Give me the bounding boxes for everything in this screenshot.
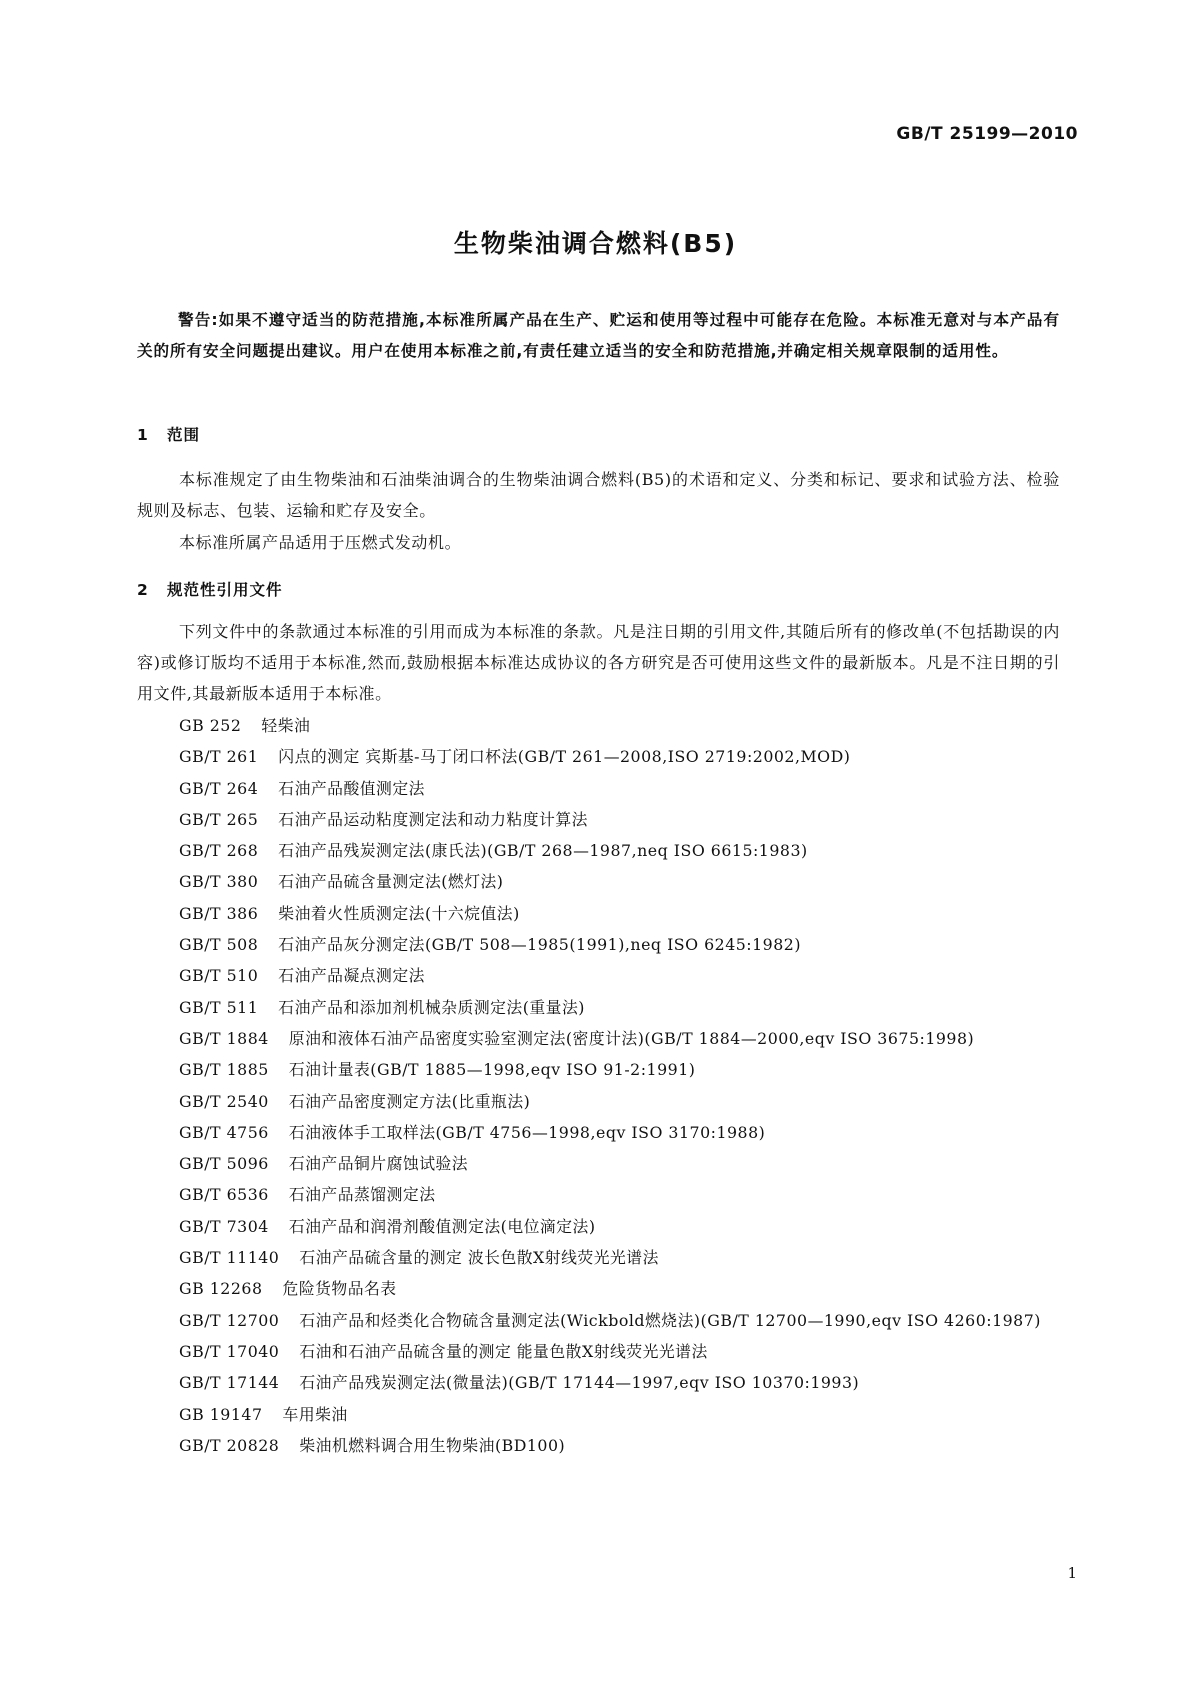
reference-item [137, 1054, 1060, 1085]
section-2-heading [137, 578, 283, 600]
reference-title: 石油产品密度测定方法(比重瓶法) [288, 1091, 531, 1111]
page-number: 1 [1067, 1564, 1077, 1582]
reference-code: GB/T 17040 [179, 1341, 280, 1361]
reference-code: GB 12268 [179, 1279, 263, 1299]
standard-code: GB/T 25199—2010 [896, 124, 1078, 144]
reference-title: 石油产品灰分测定法(GB/T 508—1985(1991),neq ISO 6245:1982) [278, 935, 801, 955]
section-1-number: 1 [137, 426, 149, 444]
reference-code: GB/T 510 [179, 966, 259, 986]
reference-item [137, 1117, 1060, 1148]
reference-title: 车用柴油 [282, 1404, 348, 1424]
reference-title: 石油产品凝点测定法 [278, 966, 425, 986]
reference-title: 石油产品和润滑剂酸值测定法(电位滴定法) [288, 1216, 596, 1236]
reference-code: GB/T 511 [179, 997, 259, 1017]
reference-title: 柴油着火性质测定法(十六烷值法) [278, 903, 520, 923]
reference-item [137, 929, 1060, 960]
reference-code: GB/T 261 [179, 747, 259, 767]
reference-title: 石油产品运动粘度测定法和动力粘度计算法 [278, 809, 588, 829]
reference-code: GB/T 2540 [179, 1091, 269, 1111]
reference-title: 石油产品残炭测定法(康氏法)(GB/T 268—1987,neq ISO 6615:1983) [278, 841, 808, 861]
reference-title: 柴油机燃料调合用生物柴油(BD100) [299, 1435, 566, 1455]
reference-code: GB/T 268 [179, 841, 259, 861]
reference-item [137, 1086, 1060, 1117]
reference-item [137, 866, 1060, 897]
reference-title: 石油液体手工取样法(GB/T 4756—1998,eqv ISO 3170:1988) [288, 1122, 766, 1142]
normative-references-list [137, 710, 1060, 1461]
reference-item [137, 710, 1060, 741]
reference-item [137, 804, 1060, 835]
document-title: 生物柴油调合燃料(B5) [453, 229, 738, 258]
reference-title: 原油和液体石油产品密度实验室测定法(密度计法)(GB/T 1884—2000,eqv ISO 3675:1998) [288, 1028, 975, 1048]
reference-item [137, 898, 1060, 929]
reference-code: GB/T 17144 [179, 1373, 280, 1393]
reference-item [137, 1336, 1060, 1367]
reference-code: GB 19147 [179, 1404, 263, 1424]
reference-code: GB/T 12700 [179, 1310, 280, 1330]
reference-code: GB/T 380 [179, 872, 259, 892]
reference-code: GB/T 1885 [179, 1060, 269, 1080]
reference-code: GB/T 4756 [179, 1122, 269, 1142]
reference-title: 石油产品残炭测定法(微量法)(GB/T 17144—1997,eqv ISO 10370:1993) [299, 1373, 860, 1393]
reference-code: GB/T 11140 [179, 1248, 280, 1268]
reference-code: GB/T 7304 [179, 1216, 269, 1236]
section-2-intro: 下列文件中的条款通过本标准的引用而成为本标准的条款。凡是注日期的引用文件,其随后所有的修改单(不包括勘误的内容)或修订版均不适用于本标准,然而,鼓励根据本标准达成协议的各方研究是否可使用这些文件的最新版本。凡是不注日期的引用文件,其最新版本适用于本标准。 [137, 622, 1060, 703]
section-1-paragraph-1: 本标准规定了由生物柴油和石油柴油调合的生物柴油调合燃料(B5)的术语和定义、分类和标记、要求和试验方法、检验规则及标志、包装、运输和贮存及安全。 [137, 470, 1060, 520]
reference-title: 石油产品硫含量的测定 波长色散X射线荧光光谱法 [299, 1248, 659, 1268]
section-2-title: 规范性引用文件 [167, 581, 283, 599]
reference-title: 闪点的测定 宾斯基-马丁闭口杯法(GB/T 261—2008,ISO 2719:2002,MOD) [278, 747, 851, 767]
reference-title: 石油产品铜片腐蚀试验法 [288, 1154, 469, 1174]
reference-item [137, 1273, 1060, 1304]
reference-item [137, 1148, 1060, 1179]
reference-code: GB/T 20828 [179, 1435, 280, 1455]
section-1-heading [137, 423, 200, 445]
reference-item [137, 1430, 1060, 1461]
reference-title: 石油和石油产品硫含量的测定 能量色散X射线荧光光谱法 [299, 1341, 708, 1361]
reference-title: 石油产品和烃类化合物硫含量测定法(Wickbold燃烧法)(GB/T 12700—1990,eqv ISO 4260:1987) [299, 1310, 1041, 1330]
reference-code: GB/T 5096 [179, 1154, 269, 1174]
reference-code: GB/T 265 [179, 809, 259, 829]
reference-title: 石油计量表(GB/T 1885—1998,eqv ISO 91-2:1991) [288, 1060, 696, 1080]
reference-code: GB/T 1884 [179, 1028, 269, 1048]
reference-item [137, 960, 1060, 991]
warning-notice: 警告:如果不遵守适当的防范措施,本标准所属产品在生产、贮运和使用等过程中可能存在危险。本标准无意对与本产品有关的所有安全问题提出建议。用户在使用本标准之前,有责任建立适当的安全和防范措施,并确定相关规章限制的适用性。 [137, 311, 1060, 360]
reference-title: 石油产品硫含量测定法(燃灯法) [278, 872, 504, 892]
reference-item [137, 1242, 1060, 1273]
reference-code: GB/T 6536 [179, 1185, 269, 1205]
reference-code: GB/T 264 [179, 778, 259, 798]
section-2-number: 2 [137, 581, 149, 599]
reference-code: GB 252 [179, 716, 242, 735]
reference-item [137, 1367, 1060, 1398]
reference-title: 石油产品蒸馏测定法 [288, 1185, 436, 1205]
reference-title: 石油产品酸值测定法 [278, 778, 425, 798]
reference-code: GB/T 508 [179, 935, 259, 955]
reference-item [137, 1179, 1060, 1210]
reference-item [137, 773, 1060, 804]
reference-item [137, 1399, 1060, 1430]
reference-item [137, 1023, 1060, 1054]
reference-item [137, 1305, 1060, 1336]
reference-item [137, 992, 1060, 1023]
section-1-paragraph-2: 本标准所属产品适用于压燃式发动机。 [179, 533, 462, 552]
reference-title: 轻柴油 [261, 716, 311, 735]
section-1-title: 范围 [167, 426, 201, 444]
reference-title: 危险货物品名表 [282, 1279, 397, 1299]
reference-item [137, 835, 1060, 866]
reference-item [137, 741, 1060, 772]
reference-title: 石油产品和添加剂机械杂质测定法(重量法) [278, 997, 585, 1017]
reference-item [137, 1211, 1060, 1242]
reference-code: GB/T 386 [179, 903, 259, 923]
